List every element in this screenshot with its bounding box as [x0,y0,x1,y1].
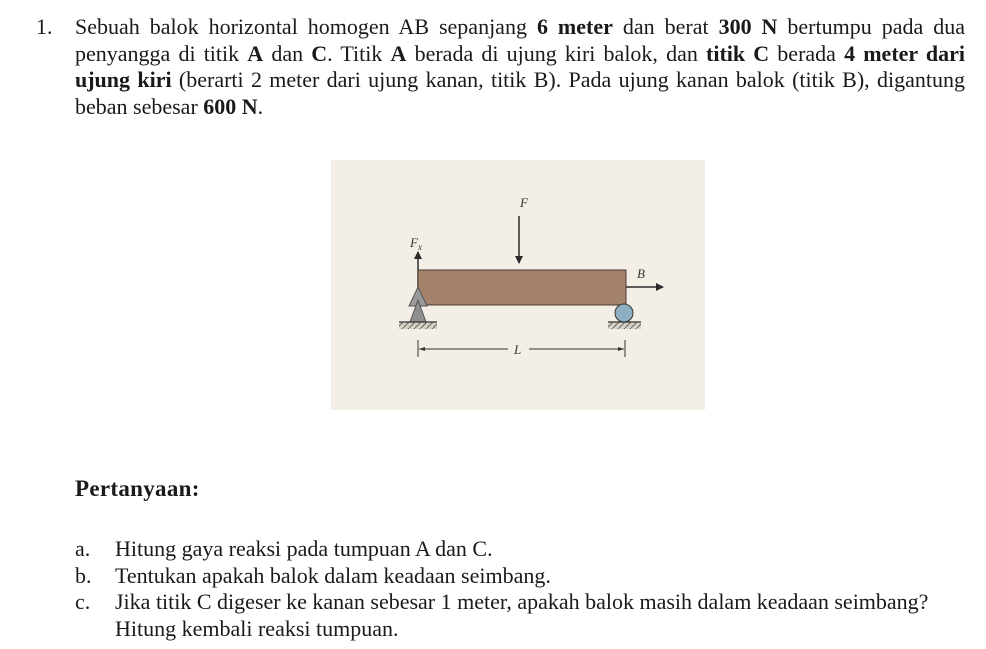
text-segment: berada [769,40,845,66]
question-text: Hitung gaya reaksi pada tumpuan A dan C. [115,536,493,561]
text-segment: dan berat [612,14,719,39]
emphasis-text: 600 N [203,93,258,119]
text-segment: berada di ujung kiri balok, dan [406,40,706,66]
emphasis-text: C [311,40,328,66]
emphasis-text: A [390,40,407,66]
question-label: b. [75,562,92,588]
question-item-a [75,536,975,563]
emphasis-text: titik C [706,40,770,66]
emphasis-text: 6 meter [536,14,613,39]
question-item-c [75,589,975,642]
emphasis-text: A [247,40,264,66]
questions-heading: Pertanyaan: [75,476,200,501]
text-segment: (berarti 2 meter dari ujung kanan, titik B). Pada ujung kanan balok (titik B), digantung beban sebesar [75,67,965,119]
text-segment: bertumpu pada dua penyangga di titik [75,14,965,66]
question-text: Jika titik C digeser ke kanan sebesar 1 meter, apakah balok masih dalam keadaan seimbang? Hitung kembali reaksi tumpuan. [115,589,929,641]
emphasis-text: 4 meter dari ujung kiri [75,40,966,92]
question-label: a. [75,536,91,561]
beam [418,270,626,305]
question-label: c. [75,589,91,614]
force-f-label: F [520,195,528,210]
beam-diagram [331,160,705,410]
question-list [75,536,975,642]
problem-number: 1. [36,14,53,39]
force-b-label: B [637,266,645,281]
text-segment: . [257,93,264,119]
problem-statement [75,14,965,120]
force-fx-label: $F_x$ [410,235,422,252]
length-label: L [514,342,522,357]
text-segment: dan [263,40,312,66]
question-text: Tentukan apakah balok dalam keadaan seimbang. [115,562,551,588]
roller-support [615,304,633,322]
question-item-b [75,563,975,590]
text-segment: Sebuah balok horizontal homogen AB sepanjang [75,14,537,39]
beam-diagram-svg [331,160,705,410]
text-segment: . Titik [327,40,391,66]
emphasis-text: 300 N [718,14,778,39]
